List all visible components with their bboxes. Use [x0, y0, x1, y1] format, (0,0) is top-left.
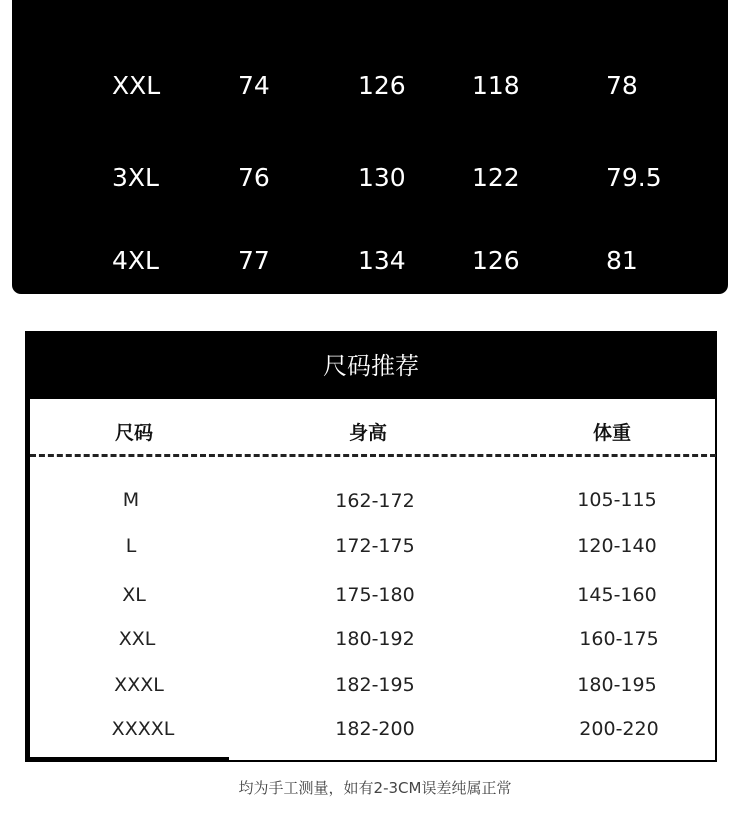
table-row — [27, 671, 715, 699]
weight-cell: 180-195 — [577, 674, 657, 696]
size-cell: L — [125, 535, 137, 557]
size-cell: XL — [122, 584, 146, 606]
table-row — [12, 241, 728, 281]
dashed-divider — [30, 454, 716, 457]
value-cell — [606, 0, 638, 7]
size-cell: 3XL — [112, 163, 159, 192]
value-cell: 81 — [606, 246, 638, 275]
value-cell: 78 — [606, 71, 638, 100]
value-cell: 76 — [238, 163, 270, 192]
column-header-height: 身高 — [349, 422, 388, 444]
size-cell: 4XL — [112, 246, 159, 275]
size-cell: XXXXL — [111, 718, 175, 740]
column-header-size: 尺码 — [115, 422, 154, 444]
value-cell: 77 — [238, 246, 270, 275]
measurement-note: 均为手工测量，如有2-3CM误差纯属正常 — [238, 779, 512, 797]
size-cell: XXL — [112, 71, 161, 100]
height-cell: 162-172 — [335, 490, 415, 512]
height-cell: 180-192 — [335, 628, 415, 650]
table-row — [12, 66, 728, 106]
value-cell: 134 — [358, 246, 406, 275]
value-cell: 130 — [358, 163, 406, 192]
value-cell: 122 — [472, 163, 520, 192]
size-cell: M — [122, 489, 140, 511]
table-row — [12, 158, 728, 198]
table-row — [27, 486, 715, 514]
size-cell: XXL — [118, 628, 156, 650]
table-row — [27, 532, 715, 560]
value-cell: 79.5 — [606, 163, 662, 192]
height-cell: 182-200 — [335, 718, 415, 740]
table-row — [12, 0, 728, 7]
height-cell: 175-180 — [335, 584, 415, 606]
size-measurement-table — [12, 0, 728, 294]
table-row — [27, 715, 715, 743]
table-row — [27, 581, 715, 609]
weight-cell: 120-140 — [577, 535, 657, 557]
value-cell: 74 — [238, 71, 270, 100]
weight-cell: 160-175 — [579, 628, 659, 650]
height-cell: 182-195 — [335, 674, 415, 696]
height-cell: 172-175 — [335, 535, 415, 557]
size-recommendation-table — [25, 331, 717, 762]
bottom-border — [27, 757, 229, 762]
value-cell: 118 — [472, 71, 520, 100]
value-cell: 126 — [358, 71, 406, 100]
weight-cell: 145-160 — [577, 584, 657, 606]
table-row — [27, 625, 715, 653]
weight-cell: 200-220 — [579, 718, 659, 740]
table-header-bar — [27, 333, 715, 399]
value-cell: 126 — [472, 246, 520, 275]
column-header-weight: 体重 — [593, 422, 632, 444]
value-cell — [358, 0, 406, 7]
section-title: 尺码推荐 — [323, 352, 419, 380]
size-cell: XXXL — [114, 674, 164, 696]
weight-cell: 105-115 — [577, 489, 657, 511]
